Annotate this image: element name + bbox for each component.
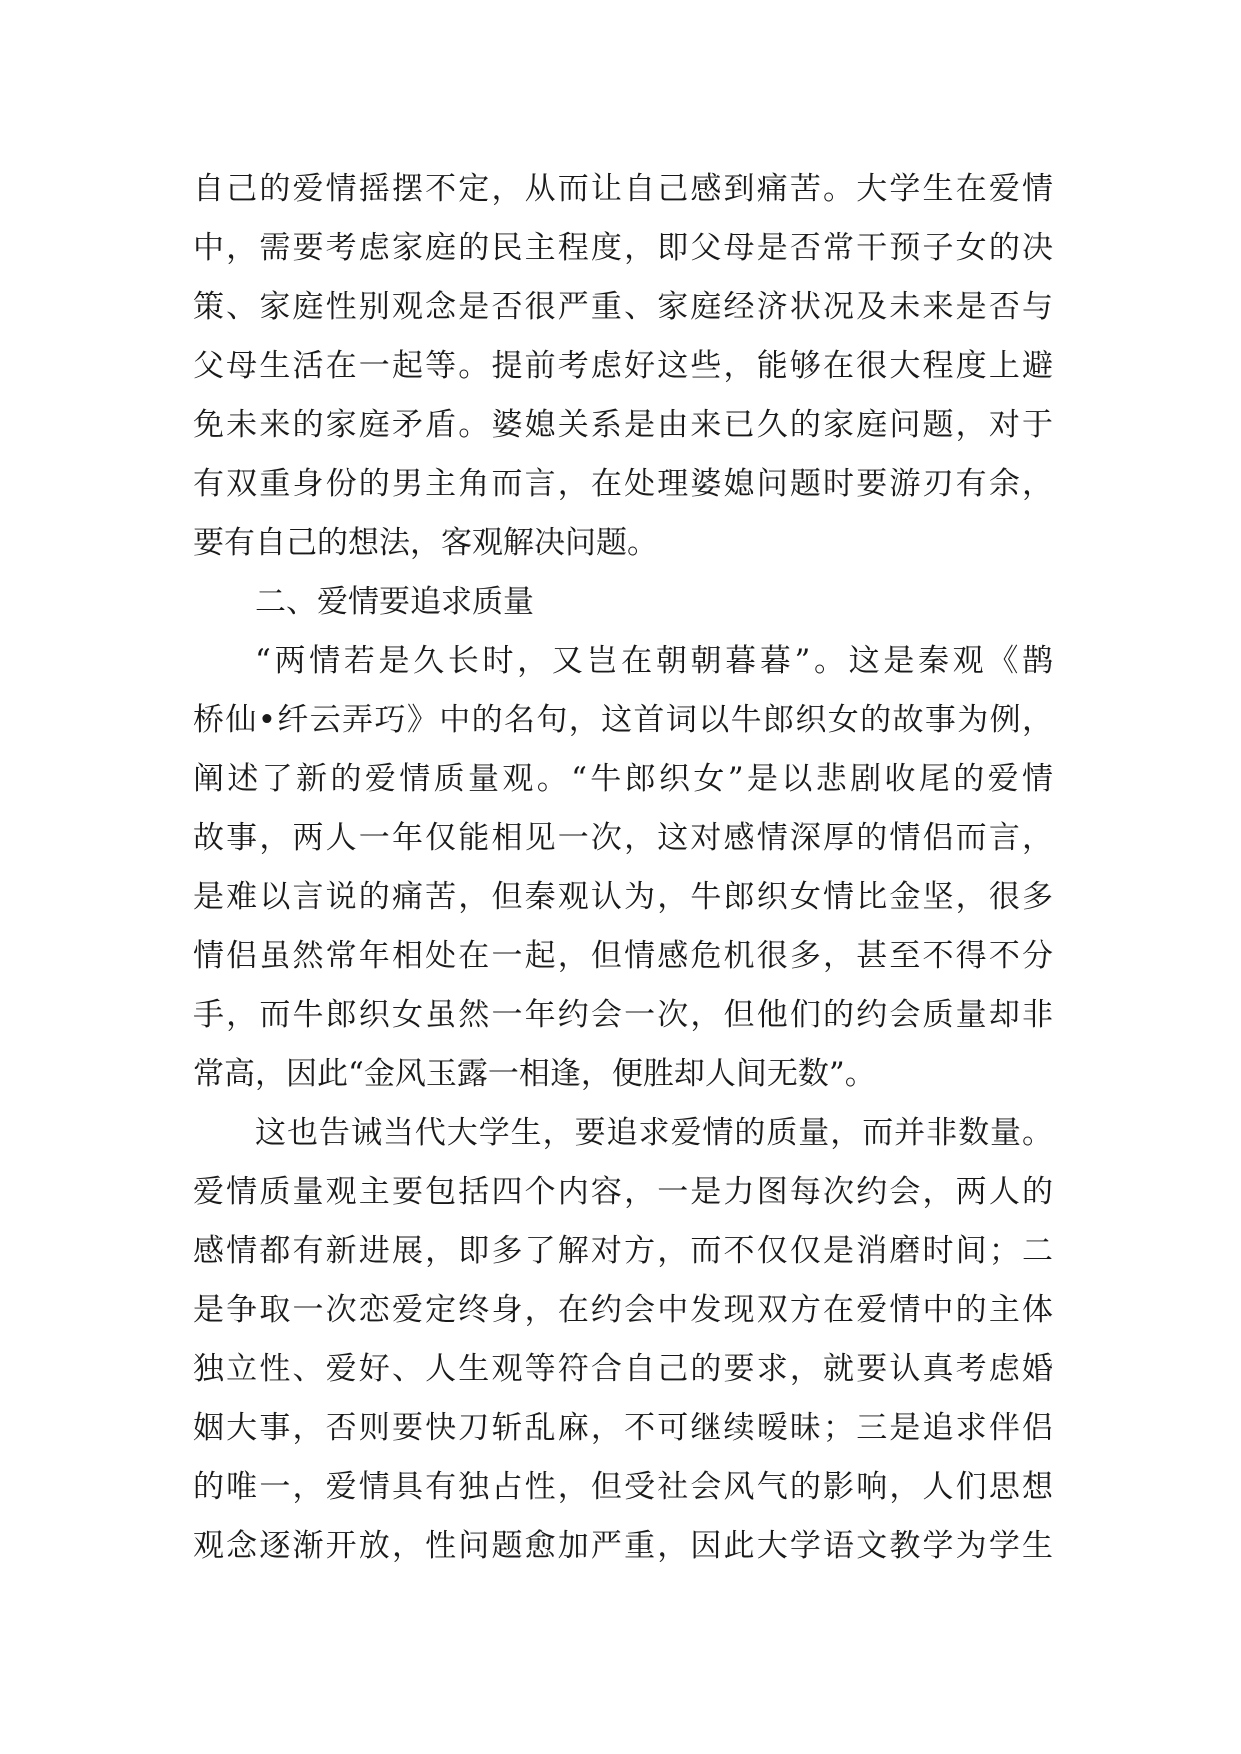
paragraph-line: 免未来的家庭矛盾。婆媳关系是由来已久的家庭问题，对于 [193, 407, 1053, 443]
paragraph-line: 中，需要考虑家庭的民主程度，即父母是否常干预子女的决 [193, 230, 1053, 266]
document-body [193, 160, 1053, 1576]
paragraph-line: 阐述了新的爱情质量观。“牛郎织女”是以悲剧收尾的爱情 [193, 761, 1053, 797]
paragraph-line: 有双重身份的男主角而言，在处理婆媳问题时要游刃有余， [193, 466, 1053, 502]
paragraph-line: 情侣虽然常年相处在一起，但情感危机很多，甚至不得不分 [193, 938, 1053, 974]
paragraph-line: 感情都有新进展，即多了解对方，而不仅仅是消磨时间；二 [193, 1233, 1053, 1269]
paragraph-line: 的唯一，爱情具有独占性，但受社会风气的影响，人们思想 [193, 1469, 1053, 1505]
paragraph-line: 爱情质量观主要包括四个内容，一是力图每次约会，两人的 [193, 1174, 1053, 1210]
paragraph-line: 要有自己的想法，客观解决问题。 [193, 525, 658, 561]
paragraph-line: “两情若是久长时，又岂在朝朝暮暮”。这是秦观《鹊 [255, 643, 1053, 679]
paragraph-line: 桥仙•纤云弄巧》中的名句，这首词以牛郎织女的故事为例， [193, 702, 1053, 738]
paragraph-line: 故事，两人一年仅能相见一次，这对感情深厚的情侣而言， [193, 820, 1053, 856]
paragraph-line: 父母生活在一起等。提前考虑好这些，能够在很大程度上避 [193, 348, 1053, 384]
paragraph-line: 策、家庭性别观念是否很严重、家庭经济状况及未来是否与 [193, 289, 1053, 325]
paragraph-line: 常高，因此“金风玉露一相逢，便胜却人间无数”。 [193, 1056, 876, 1092]
paragraph-line: 是难以言说的痛苦，但秦观认为，牛郎织女情比金坚，很多 [193, 879, 1053, 915]
paragraph-line: 独立性、爱好、人生观等符合自己的要求，就要认真考虑婚 [193, 1351, 1053, 1387]
paragraph-line: 自己的爱情摇摆不定，从而让自己感到痛苦。大学生在爱情 [193, 171, 1053, 207]
paragraph-line: 观念逐渐开放，性问题愈加严重，因此大学语文教学为学生 [193, 1528, 1053, 1564]
paragraph-line: 这也告诫当代大学生，要追求爱情的质量，而并非数量。 [255, 1115, 1053, 1151]
paragraph-line: 姻大事，否则要快刀斩乱麻，不可继续暧昧；三是追求伴侣 [193, 1410, 1053, 1446]
paragraph-line: 手，而牛郎织女虽然一年约会一次，但他们的约会质量却非 [193, 997, 1053, 1033]
paragraph-line: 是争取一次恋爱定终身，在约会中发现双方在爱情中的主体 [193, 1292, 1053, 1328]
section-heading: 二、爱情要追求质量 [255, 584, 534, 620]
